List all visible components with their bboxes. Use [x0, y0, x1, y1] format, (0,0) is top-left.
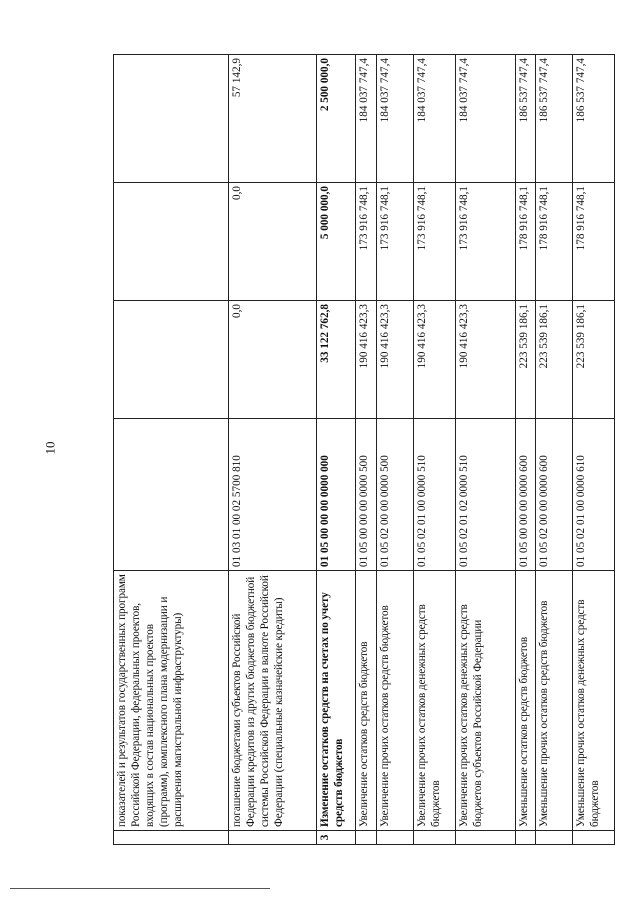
row-value-3: 186 537 747,4: [536, 55, 573, 183]
row-index: 3: [317, 831, 356, 845]
row-value-2: 5 000 000,0: [317, 183, 356, 301]
row-description: показателей и результатов государственных программ Российской Федерации, федеральных проектов, входящих в состав национальных проектов (программ), комплексного плана модернизации и расширения магистральной инфраструктуры): [114, 571, 229, 831]
row-value-2: 173 916 748,1: [456, 183, 515, 301]
footnote-separator: [10, 888, 270, 889]
row-description: Увеличение остатков средств бюджетов: [356, 571, 376, 831]
row-index: [376, 831, 413, 845]
row-value-2: 178 916 748,1: [536, 183, 573, 301]
row-index: [114, 831, 229, 845]
row-index: [228, 831, 317, 845]
row-value-1: 190 416 423,3: [413, 301, 456, 419]
row-index: [515, 831, 535, 845]
row-description: Уменьшение остатков средств бюджетов: [515, 571, 535, 831]
table-row: [376, 55, 413, 845]
table-row: [114, 55, 229, 845]
row-value-1: 190 416 423,3: [376, 301, 413, 419]
table-row: [228, 55, 317, 845]
row-value-1: 223 539 186,1: [572, 301, 614, 419]
row-description: Увеличение прочих остатков денежных средств бюджетов субъектов Российской Федерации: [456, 571, 515, 831]
row-value-3: 186 537 747,4: [515, 55, 535, 183]
row-value-3: 184 037 747,4: [376, 55, 413, 183]
row-value-3: [114, 55, 229, 183]
row-value-1: 223 539 186,1: [515, 301, 535, 419]
row-description: Уменьшение прочих остатков денежных средств бюджетов: [572, 571, 614, 831]
row-index: [536, 831, 573, 845]
row-value-2: 178 916 748,1: [515, 183, 535, 301]
row-index: [572, 831, 614, 845]
budget-sources-table: [113, 54, 615, 845]
row-value-1: 190 416 423,3: [456, 301, 515, 419]
row-code: 01 05 02 00 00 0000 600: [536, 419, 573, 571]
row-code: 01 05 02 01 02 0000 510: [456, 419, 515, 571]
row-description: Увеличение прочих остатков денежных средств бюджетов: [413, 571, 456, 831]
row-code: 01 05 02 01 00 0000 610: [572, 419, 614, 571]
row-index: [456, 831, 515, 845]
row-code: 01 05 00 00 00 0000 600: [515, 419, 535, 571]
row-code: 01 05 00 00 00 0000 500: [356, 419, 376, 571]
row-value-3: 186 537 747,4: [572, 55, 614, 183]
table-row: [317, 55, 356, 845]
row-value-1: 223 539 186,1: [536, 301, 573, 419]
row-value-3: 2 500 000,0: [317, 55, 356, 183]
row-code: 01 05 02 01 00 0000 510: [413, 419, 456, 571]
row-value-2: 0,0: [228, 183, 317, 301]
table-row: [356, 55, 376, 845]
row-code: 01 03 01 00 02 5700 810: [228, 419, 317, 571]
row-value-2: 173 916 748,1: [376, 183, 413, 301]
row-value-3: 57 142,9: [228, 55, 317, 183]
row-code: [114, 419, 229, 571]
row-value-2: [114, 183, 229, 301]
row-value-2: 178 916 748,1: [572, 183, 614, 301]
row-value-2: 173 916 748,1: [413, 183, 456, 301]
row-value-3: 184 037 747,4: [413, 55, 456, 183]
row-value-2: 173 916 748,1: [356, 183, 376, 301]
row-value-1: 190 416 423,3: [356, 301, 376, 419]
row-code: 01 05 02 00 00 0000 500: [376, 419, 413, 571]
table-row: [536, 55, 573, 845]
row-value-3: 184 037 747,4: [456, 55, 515, 183]
table-row: [413, 55, 456, 845]
rotated-table-container: [113, 55, 615, 845]
table-row: [515, 55, 535, 845]
table-row: [456, 55, 515, 845]
row-index: [356, 831, 376, 845]
row-value-1: 0,0: [228, 301, 317, 419]
row-description: Изменение остатков средств на счетах по учету средств бюджетов: [317, 571, 356, 831]
row-description: погашение бюджетами субъектов Российской Федерации кредитов из других бюджетов бюджетной системы Российской Федерации в валюте Российской Федерации (специальные казначейские кредиты): [228, 571, 317, 831]
row-description: Увеличение прочих остатков средств бюджетов: [376, 571, 413, 831]
row-description: Уменьшение прочих остатков средств бюджетов: [536, 571, 573, 831]
row-value-1: 33 122 762,8: [317, 301, 356, 419]
page-number: 10: [42, 441, 58, 455]
row-value-3: 184 037 747,4: [356, 55, 376, 183]
row-index: [413, 831, 456, 845]
table-row: [572, 55, 614, 845]
row-code: 01 05 00 00 00 0000 000: [317, 419, 356, 571]
row-value-1: [114, 301, 229, 419]
